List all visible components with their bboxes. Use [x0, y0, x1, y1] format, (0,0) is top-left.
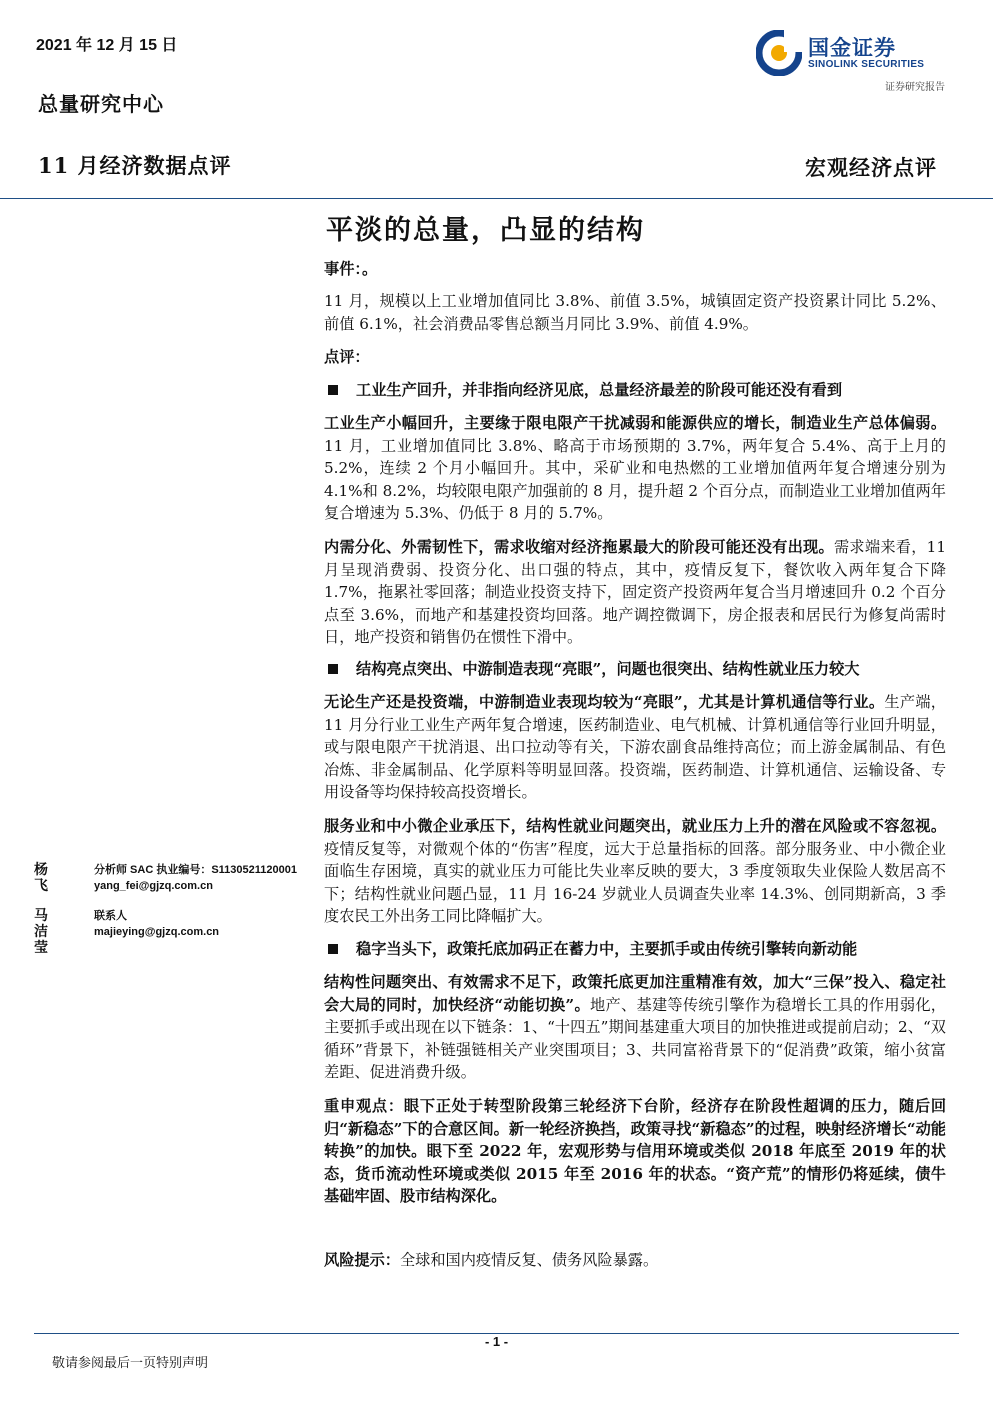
comment-label-text: 点评：: [324, 348, 370, 366]
square-bullet-icon: [328, 944, 338, 954]
event-label-text: 事件：。: [324, 260, 378, 278]
risk-text: 全球和国内疫情反复、债务风险暴露。: [399, 1251, 659, 1269]
paragraph-4: [324, 815, 946, 928]
contact-info: [94, 908, 219, 940]
contact-email: majieying@gjzq.com.cn: [94, 926, 220, 938]
risk-label: 风险提示：: [324, 1251, 400, 1269]
paragraph-6-text: 重申观点：眼下正处于转型阶段第三轮经济下台阶，经济存在阶段性超调的压力，随后回归“新稳态”下的合意区间。新一轮经济换挡，政策寻找“新稳态”的过程，映射经济增长“动能转换”的加快。眼下至 2022 年，宏观形势与信用环境或类似 2018 年底至 2019 年的状态，货币流动性环境或类似 2015 年至 2016 年的状态。“资产荒”的情形仍将延续，债牛基础牢固、股市结构深化。: [324, 1097, 946, 1206]
section-heading-3: [324, 938, 946, 961]
logo-subtitle: 证券研究报告: [885, 82, 945, 93]
risk-note: [324, 1249, 946, 1272]
logo-name-en: SINOLINK SECURITIES: [808, 59, 925, 70]
paragraph-2-lead: 内需分化、外需韧性下，需求收缩对经济拖累最大的阶段可能还没有出现。: [324, 538, 834, 556]
contact-name: 马洁莹: [34, 908, 48, 956]
paragraph-2-body: 需求端来看，11 月呈现消费弱、投资分化、出口强的特点，其中，疫情反复下，餐饮收入两年复合下降 1.7%，拖累社零回落；制造业投资支持下，固定资产投资两年复合当月增速回升 0.2 个百分点至 3.6%，而地产和基建投资均回落。地产调控微调下，房企报表和居民行为修复尚需时日，地产投资和销售仍在惯性下滑中。: [324, 538, 946, 647]
paragraph-3: [324, 691, 946, 804]
paragraph-5-lead: 结构性问题突出、有效需求不足下，政策托底更加注重精准有效，加大“三保”投入、稳定社会大局的同时，加快经济“动能切换”。: [324, 973, 946, 1014]
analyst-name: 杨飞: [34, 862, 48, 894]
header-divider: [0, 198, 993, 199]
page-number: - 1 -: [484, 1334, 509, 1349]
report-title: 平淡的总量，凸显的结构: [326, 215, 645, 246]
event-paragraph: 11 月，规模以上工业增加值同比 3.8%、前值 3.5%，城镇固定资产投资累计同比 5.2%、前值 6.1%，社会消费品零售总额当月同比 3.9%、前值 4.9%。: [324, 292, 946, 333]
footer-disclaimer: 敬请参阅最后一页特别声明: [52, 1356, 209, 1371]
analyst-email: yang_fei@gjzq.com.cn: [94, 880, 213, 892]
research-center: 总量研究中心: [38, 92, 164, 116]
square-bullet-icon: [328, 385, 338, 395]
comment-label: [324, 346, 946, 369]
paragraph-3-lead: 无论生产还是投资端，中游制造业表现均较为“亮眼”，尤其是计算机通信等行业。: [324, 693, 885, 711]
logo-name-zh: 国金证券: [808, 36, 896, 60]
contact-role: 联系人: [94, 910, 127, 922]
analyst-info: [94, 862, 297, 894]
analyst-credential: 分析师 SAC 执业编号：S1130521120001: [94, 864, 297, 876]
logo-mark-icon: [756, 30, 802, 76]
report-topic: 11 月经济数据点评: [38, 153, 232, 178]
section-heading-2-text: 结构亮点突出、中游制造表现“亮眼”，问题也很突出、结构性就业压力较大: [356, 660, 860, 678]
paragraph-4-lead: 服务业和中小微企业承压下，结构性就业问题突出，就业压力上升的潜在风险或不容忽视。: [324, 817, 946, 835]
square-bullet-icon: [328, 664, 338, 674]
event-label: [324, 258, 946, 281]
paragraph-5: [324, 971, 946, 1084]
section-heading-2: [324, 658, 946, 681]
paragraph-1: [324, 412, 946, 525]
paragraph-2: [324, 536, 946, 649]
paragraph-1-lead: 工业生产小幅回升，主要缘于限电限产干扰减弱和能源供应的增长，制造业生产总体偏弱。: [324, 414, 946, 432]
report-type: 宏观经济点评: [805, 155, 937, 180]
section-heading-3-text: 稳字当头下，政策托底加码正在蓄力中，主要抓手或由传统引擎转向新动能: [356, 940, 858, 958]
section-heading-1-text: 工业生产回升，并非指向经济见底，总量经济最差的阶段可能还没有看到: [356, 381, 842, 399]
paragraph-3-body: 生产端，11 月分行业工业生产两年复合增速，医药制造业、电气机械、计算机通信等行业回升明显，或与限电限产干扰消退、出口拉动等有关，下游农副食品维持高位；而上游金属制品、有色冶炼、非金属制品、化学原料等明显回落。投资端，医药制造、计算机通信、运输设备、专用设备等均保持较高投资增长。: [324, 693, 946, 802]
paragraph-4-body: 疫情反复等，对微观个体的“伤害”程度，远大于总量指标的回落。部分服务业、中小微企业面临生存困境，真实的就业压力可能比失业率反映的要大，3 季度领取失业保险人数居高不下；结构性就业问题凸显，11 月 16-24 岁就业人员调查失业率 14.3%、创同期新高，3 季度农民工外出务工同比降幅扩大。: [324, 839, 946, 926]
paragraph-5-body: 地产、基建等传统引擎作为稳增长工具的作用弱化，主要抓手或出现在以下链条：1、“十四五”期间基建重大项目的加快推进或提前启动；2、“双循环”背景下，补链强链相关产业突围项目；3、共同富裕背景下的“促消费”政策，缩小贫富差距、促进消费升级。: [324, 995, 946, 1082]
company-logo: [756, 30, 946, 78]
paragraph-6: [324, 1095, 946, 1208]
section-heading-1: [324, 379, 946, 402]
paragraph-1-body: 11 月，工业增加值同比 3.8%、略高于市场预期的 3.7%，两年复合 5.4%、高于上月的 5.2%，连续 2 个月小幅回升。其中，采矿业和电热燃的工业增加值两年复合增速分别为 4.1%和 8.2%，均较限电限产加强前的 8 月，提升超 2 个百分点，而制造业工业增加值两年复合增速为 5.3%、仍低于 8 月的 5.7%。: [324, 436, 946, 523]
report-date: 2021 年 12 月 15 日: [36, 37, 178, 54]
